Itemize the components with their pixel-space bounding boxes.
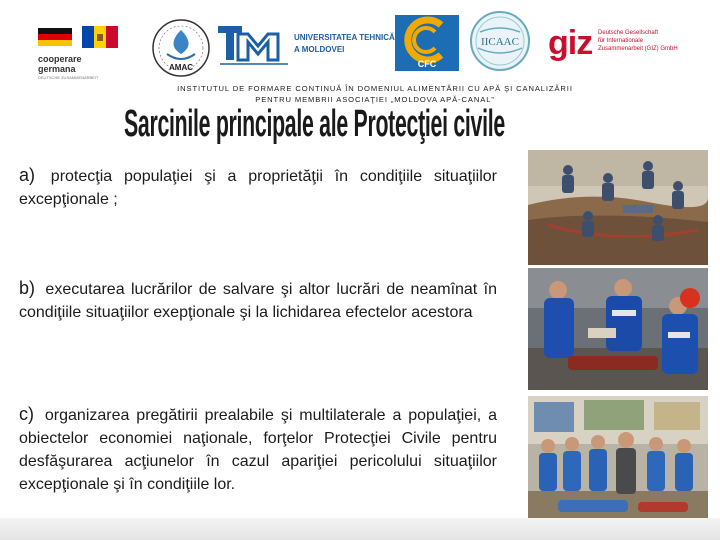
institute-line1: INSTITUTUL DE FORMARE CONTINUĂ ÎN DOMENIUL ALIMENTĂRII CU APĂ ŞI CANALIZĂRII xyxy=(177,84,573,93)
task-item-a xyxy=(19,164,497,211)
giz-line2: für Internationale xyxy=(598,38,644,44)
utm-logo xyxy=(214,20,395,70)
task-letter-b: b) xyxy=(19,278,36,298)
utm-emblem-icon xyxy=(214,20,294,70)
cooperare-germana-logo xyxy=(34,22,130,78)
training-photo xyxy=(528,396,708,528)
page-title: Sarcinile principale ale Protecţiei civile xyxy=(124,103,505,145)
training-photo-image xyxy=(528,396,708,528)
cooperare-text: cooperare xyxy=(38,54,82,64)
task-item-c xyxy=(19,403,497,496)
giz-line3: Zusammenarbeit (GIZ) GmbH xyxy=(598,46,678,52)
giz-logo xyxy=(548,22,688,72)
rescue-illustration-photo xyxy=(528,150,708,265)
giz-wordmark: giz xyxy=(548,24,593,62)
germana-text: germana xyxy=(38,64,76,74)
flags-icon xyxy=(38,22,122,52)
task-letter-a: a) xyxy=(19,165,36,185)
institute-line2: PENTRU MEMBRII ASOCIAŢIEI „MOLDOVA APĂ-CANAL” xyxy=(255,95,495,104)
rescuers-photo xyxy=(528,268,708,390)
cfc-label: CFC xyxy=(417,59,437,69)
task-letter-c: c) xyxy=(19,404,34,424)
task-text-c: organizarea pregătirii prealabile şi multilaterale a populaţiei, a obiectelor economiei naţionale, forţelor Protecţiei Civile pentru desfăşurarea acţiunelor în cazul apariţiei pericolului situaţiilor excepţionale şi în condiţiile lor. xyxy=(19,407,497,493)
rescuers-photo-image xyxy=(528,268,708,390)
giz-line1: Deutsche Gesellschaft xyxy=(598,30,659,36)
utm-name-line1: UNIVERSITATEA TEHNICĂ xyxy=(294,33,395,42)
cfc-emblem-icon xyxy=(395,15,459,71)
amac-emblem-icon xyxy=(145,18,217,80)
cooperare-subtext: DEUTSCHE ZUSAMMENARBEIT xyxy=(38,75,99,80)
cfc-logo xyxy=(395,15,459,71)
task-text-b: executarea lucrărilor de salvare şi altor lucrări de neamînat în condiţiile situaţiilor exepţionale şi la lichidarea efectelor acestora xyxy=(19,281,497,321)
iicaac-logo xyxy=(468,10,532,72)
iicaac-label: IICAAC xyxy=(481,36,519,48)
logo-strip xyxy=(0,0,720,84)
amac-label: AMAC xyxy=(169,63,193,72)
rescue-illustration xyxy=(528,150,708,265)
utm-name-line2: A MOLDOVEI xyxy=(294,45,345,54)
task-item-b xyxy=(19,277,497,324)
task-text-a: protecţia populaţiei şi a proprietăţii în condiţiile situaţiilor excepţionale ; xyxy=(19,168,497,208)
iicaac-emblem-icon xyxy=(468,10,532,72)
amac-logo xyxy=(145,18,217,80)
footer-strip xyxy=(0,518,720,540)
